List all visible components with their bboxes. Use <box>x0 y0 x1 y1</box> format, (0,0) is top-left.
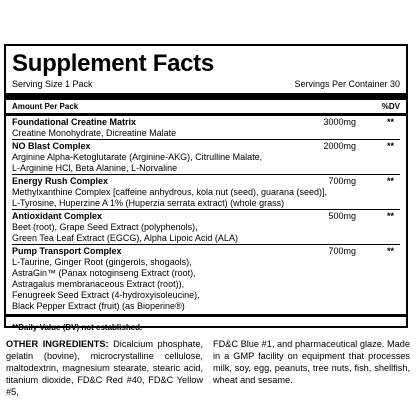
ingredient-block-pump-transport <box>12 244 400 312</box>
servings-per-container: Servings Per Container 30 <box>294 79 400 89</box>
thick-divider <box>6 93 406 100</box>
block-name: NO Blast Complex <box>12 141 91 151</box>
block-line: L-Taurine, Ginger Root (gingerols, shogaols), <box>12 257 192 267</box>
dv-header-label: %DV <box>381 102 400 111</box>
block-line: Fenugreek Seed Extract (4-hydroxyisoleucine), <box>12 290 200 300</box>
block-name: Antioxidant Complex <box>12 211 103 221</box>
block-name: Pump Transport Complex <box>12 246 122 256</box>
ingredients-column-left <box>6 338 203 398</box>
block-line: L-Tyrosine, Huperzine A 1% (Huperzia serrata extract) (whole grass) <box>12 198 285 208</box>
block-amount: 3000mg <box>323 117 356 127</box>
supplement-facts-panel <box>4 44 408 332</box>
ingredient-block-no-blast <box>12 139 400 174</box>
column-header <box>12 100 400 112</box>
medium-divider <box>6 314 406 317</box>
block-amount: 2000mg <box>323 141 356 151</box>
block-dv: ** <box>386 176 394 186</box>
block-line: Methylxanthine Complex [caffeine anhydrous, kola nut (seed), guarana (seed)], <box>12 187 328 197</box>
ingredient-block-creatine <box>12 116 400 139</box>
block-line: Beet (root), Grape Seed Extract (polyphenols), <box>12 222 198 232</box>
block-dv: ** <box>386 246 394 256</box>
serving-row <box>12 79 400 90</box>
block-amount: 500mg <box>328 211 356 221</box>
ingredients-text-left: Dicalcium phosphate, gelatin (bovine), microcrystalline cellulose, maltodextrin, magnesium stearate, stearic acid, titanium dioxide, FD&C Red #40, FD&C Yellow #5, <box>6 339 204 397</box>
block-dv: ** <box>386 117 394 127</box>
block-line: Black Pepper Extract (fruit) (as Bioperine®) <box>12 301 185 311</box>
ingredients-column-right <box>213 338 410 398</box>
block-amount: 700mg <box>328 176 356 186</box>
ingredient-block-antioxidant <box>12 209 400 244</box>
ingredients-lead: OTHER INGREDIENTS: <box>6 339 109 349</box>
amount-per-pack-label: Amount Per Pack <box>12 102 79 111</box>
panel-title: Supplement Facts <box>12 50 214 77</box>
block-line: AstraGin™ (Panax notoginseng Extract (root), <box>12 268 196 278</box>
dv-footnote: **Daily Value (DV) not established. <box>12 323 143 332</box>
block-line: L-Arginine HCl, Beta Alanine, L-Norvaline <box>12 163 178 173</box>
ingredient-block-energy-rush <box>12 174 400 209</box>
block-line: Creatine Monohydrate, Dicreatine Malate <box>12 128 177 138</box>
block-dv: ** <box>386 141 394 151</box>
block-name: Energy Rush Complex <box>12 176 109 186</box>
ingredients-text-right: FD&C Blue #1, and pharmaceutical glaze. Made in a GMP facility on equipment that processes milk, soy, egg, peanuts, tree nuts, fish, shellfish, wheat and sesame. <box>213 339 410 385</box>
other-ingredients <box>6 338 410 398</box>
serving-size: Serving Size 1 Pack <box>12 79 93 89</box>
block-dv: ** <box>386 211 394 221</box>
block-line: Green Tea Leaf Extract (EGCG), Alpha Lipoic Acid (ALA) <box>12 233 238 243</box>
block-line: Arginine Alpha-Ketoglutarate (Arginine-AKG), Citrulline Malate, <box>12 152 263 162</box>
block-name: Foundational Creatine Matrix <box>12 117 137 127</box>
block-line: Astragalus membranaceous Extract (root)), <box>12 279 185 289</box>
block-amount: 700mg <box>328 246 356 256</box>
